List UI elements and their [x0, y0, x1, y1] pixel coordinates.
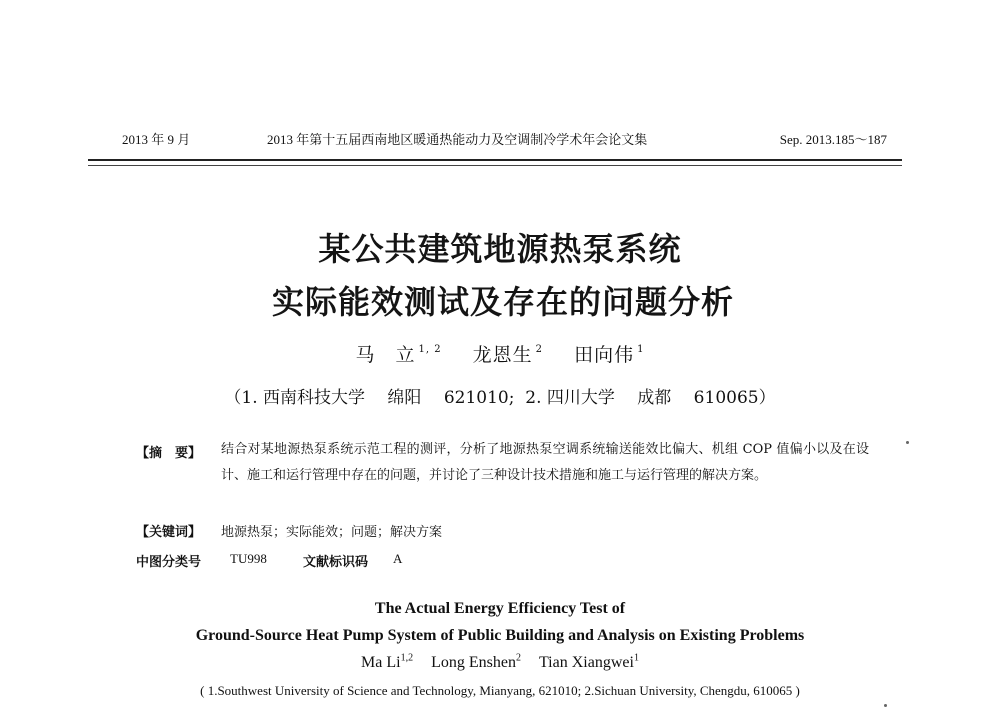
- author-zh: 龙恩生 $^2$: [472, 344, 544, 366]
- title-zh-line2: 实际能效测试及存在的问题分析: [271, 283, 734, 321]
- affiliation-zh: （1. 西南科技大学 绵阳 621010; 2. 四川大学 成都 610065）: [224, 388, 776, 408]
- abstract-label: 【摘 要】: [136, 446, 202, 461]
- authors-en: [0, 653, 1000, 672]
- title-en-line1: The Actual Energy Efficiency Test of: [374, 600, 626, 617]
- header-rule-thick: [88, 159, 902, 161]
- author-zh: 马 立 $^{1, 2}$: [355, 344, 442, 366]
- doc-code-label: 文献标识码: [303, 555, 369, 570]
- title-zh-line1: 某公共建筑地源热泵系统: [318, 230, 682, 268]
- title-en-line2: Ground-Source Heat Pump System of Public Building and Analysis on Existing Problems: [195, 627, 805, 644]
- authors-zh: [0, 340, 1000, 367]
- header-pages: Sep. 2013.185～187: [779, 132, 887, 147]
- header-date: 2013 年 9 月: [122, 132, 191, 147]
- classification-value: TU998: [230, 551, 267, 566]
- doc-code-value: A: [393, 551, 403, 566]
- scan-speck: [884, 704, 887, 707]
- running-header: [122, 129, 887, 149]
- keywords-text: 地源热泵；实际能效；问题；解决方案: [221, 525, 443, 540]
- author-en: Long Enshen$^2$: [431, 653, 521, 672]
- affiliation-en: ( 1.Southwest University of Science and Technology, Mianyang, 621010; 2.Sichuan University, Chengdu, 610065 ): [200, 683, 800, 698]
- scan-speck: [906, 441, 909, 444]
- abstract-text: 结合对某地源热泵系统示范工程的测评，分析了地源热泵空调系统输送能效比偏大、机组 COP 值偏小以及在设计、施工和运行管理中存在的问题，并讨论了三种设计技术措施和施工与运行管理的解决方案。: [221, 442, 869, 483]
- header-rule-thin: [88, 165, 902, 166]
- classification-label: 中图分类号: [136, 555, 202, 570]
- header-journal: 2013 年第十五届西南地区暖通热能动力及空调制冷学术年会论文集: [267, 132, 648, 147]
- keywords-label: 【关键词】: [136, 525, 202, 540]
- author-en: Ma Li$^{1,2}$: [361, 653, 414, 672]
- author-zh: 田向伟 $^1$: [574, 344, 645, 366]
- author-en: Tian Xiangwei$^1$: [538, 653, 639, 672]
